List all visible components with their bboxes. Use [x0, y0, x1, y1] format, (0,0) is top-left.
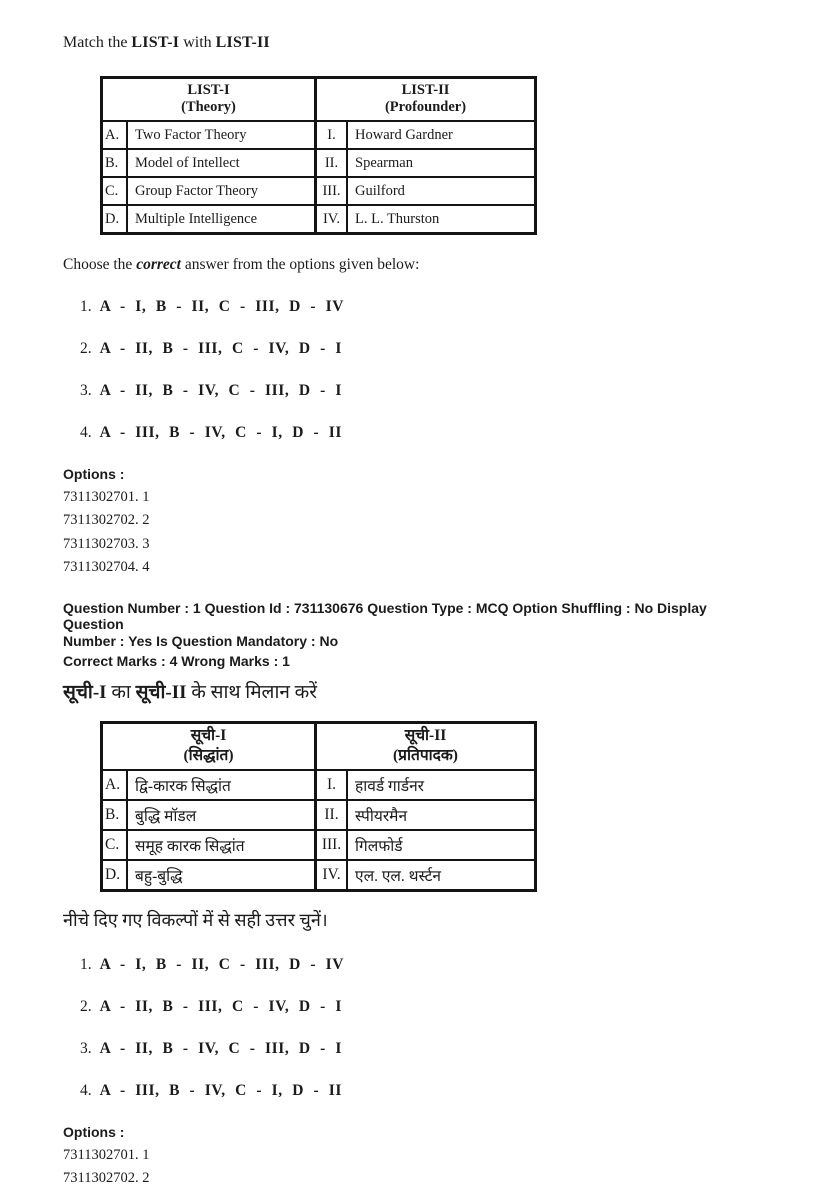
option-id-line: 7311302703. 3 [63, 535, 150, 552]
table-row-theory: द्वि-कारक सिद्धांत [126, 769, 314, 799]
table-header-list1-title: LIST-I [187, 82, 230, 98]
option-3 [80, 1040, 766, 1057]
option-id-line: 7311302701. 1 [63, 1146, 150, 1163]
table-row-profounder: स्पीयरमैन [346, 799, 534, 829]
table-row-profounder: Guilford [346, 176, 534, 204]
option-4 [80, 424, 766, 441]
english-option-list [63, 298, 766, 441]
table-row-theory: समूह कारक सिद्धांत [126, 829, 314, 859]
table-row-profounder: Spearman [346, 148, 534, 176]
table-row-profounder: Howard Gardner [346, 120, 534, 148]
choose-emphasis: correct [136, 256, 181, 273]
option-number: 1. [80, 298, 92, 315]
option-id-line: 7311302702. 2 [63, 512, 150, 529]
table-row-profounder: गिलफोर्ड [346, 829, 534, 859]
table-row-roman: I. [314, 769, 346, 799]
hindi-heading-mid: का [106, 681, 136, 703]
match-heading-list2: LIST-II [215, 34, 270, 51]
english-match-table [100, 76, 537, 235]
option-1 [80, 298, 766, 315]
hindi-table-header-list2 [314, 724, 534, 769]
hindi-options-label: Options : [63, 1123, 125, 1140]
option-number: 3. [80, 1039, 92, 1057]
option-text: A - II, B - III, C - IV, D - I [99, 340, 343, 357]
hindi-heading-list1: सूची-I [63, 681, 107, 703]
hindi-header-list2-title: सूची-II [404, 726, 447, 744]
match-heading-mid: with [179, 34, 216, 51]
option-text: A - I, B - II, C - III, D - IV [99, 298, 345, 315]
meta-line-1: Question Number : 1 Question Id : 731130676 Question Type : MCQ Option Shuffling : No Display Question [63, 599, 707, 633]
question-metadata [63, 600, 766, 670]
hindi-header-list1-subtitle: (सिद्धांत) [183, 746, 234, 764]
table-row-letter: C. [103, 829, 126, 859]
option-id-line: 7311302704. 4 [63, 559, 150, 576]
table-header-list2-title: LIST-II [401, 82, 450, 98]
table-row-roman: II. [314, 799, 346, 829]
table-row-letter: B. [103, 148, 126, 176]
option-2 [80, 998, 766, 1015]
english-match-heading [63, 34, 766, 52]
option-text: A - II, B - IV, C - III, D - I [99, 1039, 343, 1057]
table-row-theory: Multiple Intelligence [126, 204, 314, 232]
option-number: 3. [80, 382, 92, 399]
table-row-roman: IV. [314, 859, 346, 889]
match-heading-prefix: Match the [63, 34, 132, 51]
table-row-theory: Group Factor Theory [126, 176, 314, 204]
hindi-header-list1-title: सूची-I [190, 726, 227, 744]
table-row-roman: II. [314, 148, 346, 176]
hindi-table-header-list1 [103, 724, 314, 769]
table-row-theory: बहु-बुद्धि [126, 859, 314, 889]
option-text: A - I, B - II, C - III, D - IV [99, 955, 345, 973]
meta-line-2: Number : Yes Is Question Mandatory : No [63, 632, 339, 649]
hindi-option-list [63, 956, 766, 1099]
table-row-roman: III. [314, 829, 346, 859]
table-row-letter: B. [103, 799, 126, 829]
table-row-letter: D. [103, 204, 126, 232]
table-header-list2 [314, 79, 534, 120]
option-text: A - III, B - IV, C - I, D - II [99, 1081, 343, 1099]
option-text: A - II, B - IV, C - III, D - I [99, 382, 343, 399]
table-row-theory: बुद्धि मॉडल [126, 799, 314, 829]
option-2 [80, 340, 766, 357]
english-option-id-list [63, 486, 766, 580]
option-number: 1. [80, 955, 92, 973]
english-options-label: Options : [63, 466, 125, 482]
choose-prefix: Choose the [63, 256, 137, 273]
table-row-letter: C. [103, 176, 126, 204]
table-row-roman: IV. [314, 204, 346, 232]
hindi-header-list2-subtitle: (प्रतिपादक) [393, 746, 458, 764]
hindi-heading-list2: सूची-II [135, 681, 187, 703]
table-row-letter: A. [103, 769, 126, 799]
table-row-profounder: एल. एल. थर्स्टन [346, 859, 534, 889]
hindi-choose-prompt: नीचे दिए गए विकल्पों में से सही उत्तर चुनें। [63, 909, 328, 930]
option-number: 4. [80, 1081, 92, 1099]
table-row-letter: A. [103, 120, 126, 148]
table-row-theory: Two Factor Theory [126, 120, 314, 148]
option-text: A - III, B - IV, C - I, D - II [99, 424, 343, 441]
option-1 [80, 956, 766, 973]
meta-marks-line: Correct Marks : 4 Wrong Marks : 1 [63, 653, 290, 670]
match-heading-list1: LIST-I [131, 34, 180, 51]
option-3 [80, 382, 766, 399]
table-header-list1 [103, 79, 314, 120]
table-row-letter: D. [103, 859, 126, 889]
option-number: 4. [80, 424, 92, 441]
option-text: A - II, B - III, C - IV, D - I [99, 997, 343, 1015]
option-number: 2. [80, 997, 92, 1015]
option-id-line: 7311302701. 1 [63, 489, 150, 505]
table-row-roman: I. [314, 120, 346, 148]
option-id-line: 7311302702. 2 [63, 1170, 150, 1187]
table-row-profounder: हावर्ड गार्डनर [346, 769, 534, 799]
choose-suffix: answer from the options given below: [180, 256, 420, 273]
table-row-theory: Model of Intellect [126, 148, 314, 176]
table-header-list1-subtitle: (Theory) [181, 99, 236, 115]
option-4 [80, 1082, 766, 1099]
table-row-profounder: L. L. Thurston [346, 204, 534, 232]
option-number: 2. [80, 340, 92, 357]
hindi-heading-post: के साथ मिलान करें [186, 681, 318, 703]
hindi-match-heading [63, 678, 766, 704]
english-choose-prompt [63, 256, 766, 274]
table-row-roman: III. [314, 176, 346, 204]
hindi-match-table [100, 721, 537, 892]
table-header-list2-subtitle: (Profounder) [384, 99, 467, 115]
hindi-option-id-list [63, 1144, 766, 1190]
